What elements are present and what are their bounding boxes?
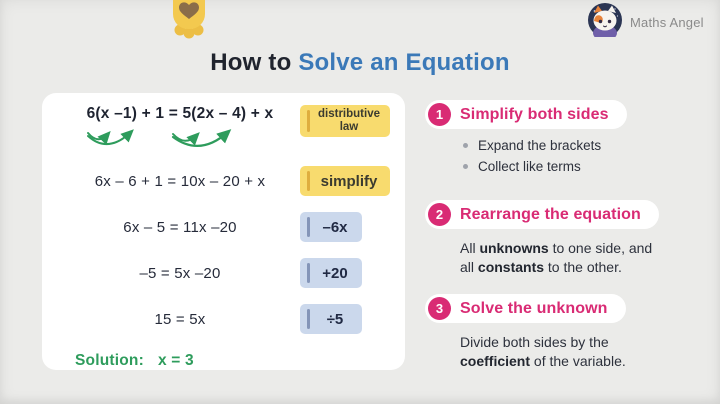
- step-number-badge: 3: [428, 297, 451, 320]
- tag-bar: [307, 110, 310, 132]
- step-bullets: [463, 138, 720, 174]
- tag-bar: [307, 217, 310, 237]
- bullet-dot: [463, 164, 468, 169]
- equation-row: [42, 102, 405, 158]
- step-pill: [425, 100, 627, 129]
- step-number-badge: 1: [428, 103, 451, 126]
- text-segment-bold: unknowns: [479, 240, 549, 256]
- text-segment: to one side, and: [548, 240, 653, 256]
- equation-cell: [60, 265, 300, 282]
- equation-row: [42, 296, 405, 342]
- mascot-icon: [588, 3, 622, 42]
- distribution-arrows-icon: [170, 127, 236, 158]
- equation-text: 6x – 6 + 1 = 10x – 20 + x: [94, 172, 266, 190]
- paw-icon: [170, 0, 208, 44]
- text-segment: All: [460, 240, 480, 256]
- text-segment: to the other.: [544, 258, 622, 275]
- title-prefix: How to: [210, 49, 299, 77]
- step-tag: [300, 212, 362, 242]
- step-tag: [300, 304, 362, 334]
- step-title: Rearrange the equation: [460, 205, 641, 223]
- bullet-text: Expand the brackets: [478, 138, 602, 153]
- brand-name: Maths Angel: [630, 15, 704, 30]
- step-tag: [300, 166, 390, 196]
- step-tag: [300, 105, 390, 137]
- tag-label: ÷5: [326, 310, 344, 328]
- bullet-text: Collect like terms: [478, 159, 581, 174]
- text-segment: of the variable.: [530, 352, 626, 369]
- step-title: Solve the unknown: [460, 299, 608, 317]
- equation-text: 6(x –1) + 1 = 5(2x – 4) + x: [86, 105, 274, 122]
- text-segment: Divide both sides by the: [460, 334, 609, 350]
- equation-cell: [60, 105, 300, 123]
- step-title: Simplify both sides: [460, 105, 609, 123]
- solution-label: Solution:: [75, 352, 144, 369]
- solution-value: x = 3: [157, 352, 194, 369]
- step-description: [460, 333, 720, 370]
- bullet-item: [463, 138, 720, 153]
- bullet-item: [463, 159, 720, 174]
- step-description-line: [460, 333, 720, 352]
- title-highlight: Solve an Equation: [298, 49, 510, 77]
- equation-cell: [60, 311, 300, 328]
- step-block-3: [425, 294, 720, 370]
- tag-cell: [300, 212, 405, 242]
- tag-label: +20: [322, 264, 348, 282]
- bullet-dot: [463, 143, 468, 148]
- tag-bar: [307, 309, 310, 329]
- step-description-line: [460, 352, 720, 371]
- step-number-badge: 2: [428, 203, 451, 226]
- equation-text: 6x – 5 = 11x –20: [123, 218, 237, 236]
- step-description-line: [460, 239, 720, 258]
- tag-bar: [307, 263, 310, 283]
- tag-cell: [300, 258, 405, 288]
- step-pill: [425, 294, 626, 323]
- equation-row: [42, 250, 405, 296]
- step-block-1: [425, 100, 720, 174]
- step-description-line: [460, 258, 720, 277]
- tag-label: simplify: [320, 172, 378, 190]
- equation-text: –5 = 5x –20: [139, 264, 221, 282]
- equation-text: 15 = 5x: [154, 310, 206, 328]
- tag-bar: [307, 171, 310, 191]
- equation-cell: [60, 173, 300, 190]
- text-segment-bold: constants: [477, 258, 545, 275]
- step-tag: [300, 258, 362, 288]
- tag-cell: [300, 105, 405, 137]
- equation-row: [42, 204, 405, 250]
- page-title: [0, 49, 720, 77]
- distribution-arrows-icon: [86, 127, 138, 156]
- tag-cell: [300, 304, 405, 334]
- tag-label: distributive law: [318, 108, 380, 134]
- worked-example-card: [42, 93, 405, 370]
- brand-logo: [588, 3, 704, 42]
- tag-cell: [300, 166, 405, 196]
- solution-line: [75, 352, 405, 370]
- step-pill: [425, 200, 659, 229]
- equation-row: [42, 158, 405, 204]
- text-segment-bold: coefficient: [460, 352, 531, 369]
- step-description: [460, 239, 720, 276]
- step-block-2: [425, 200, 720, 276]
- tag-label: –6x: [322, 218, 348, 236]
- equation-cell: [60, 219, 300, 236]
- text-segment: all: [460, 258, 478, 275]
